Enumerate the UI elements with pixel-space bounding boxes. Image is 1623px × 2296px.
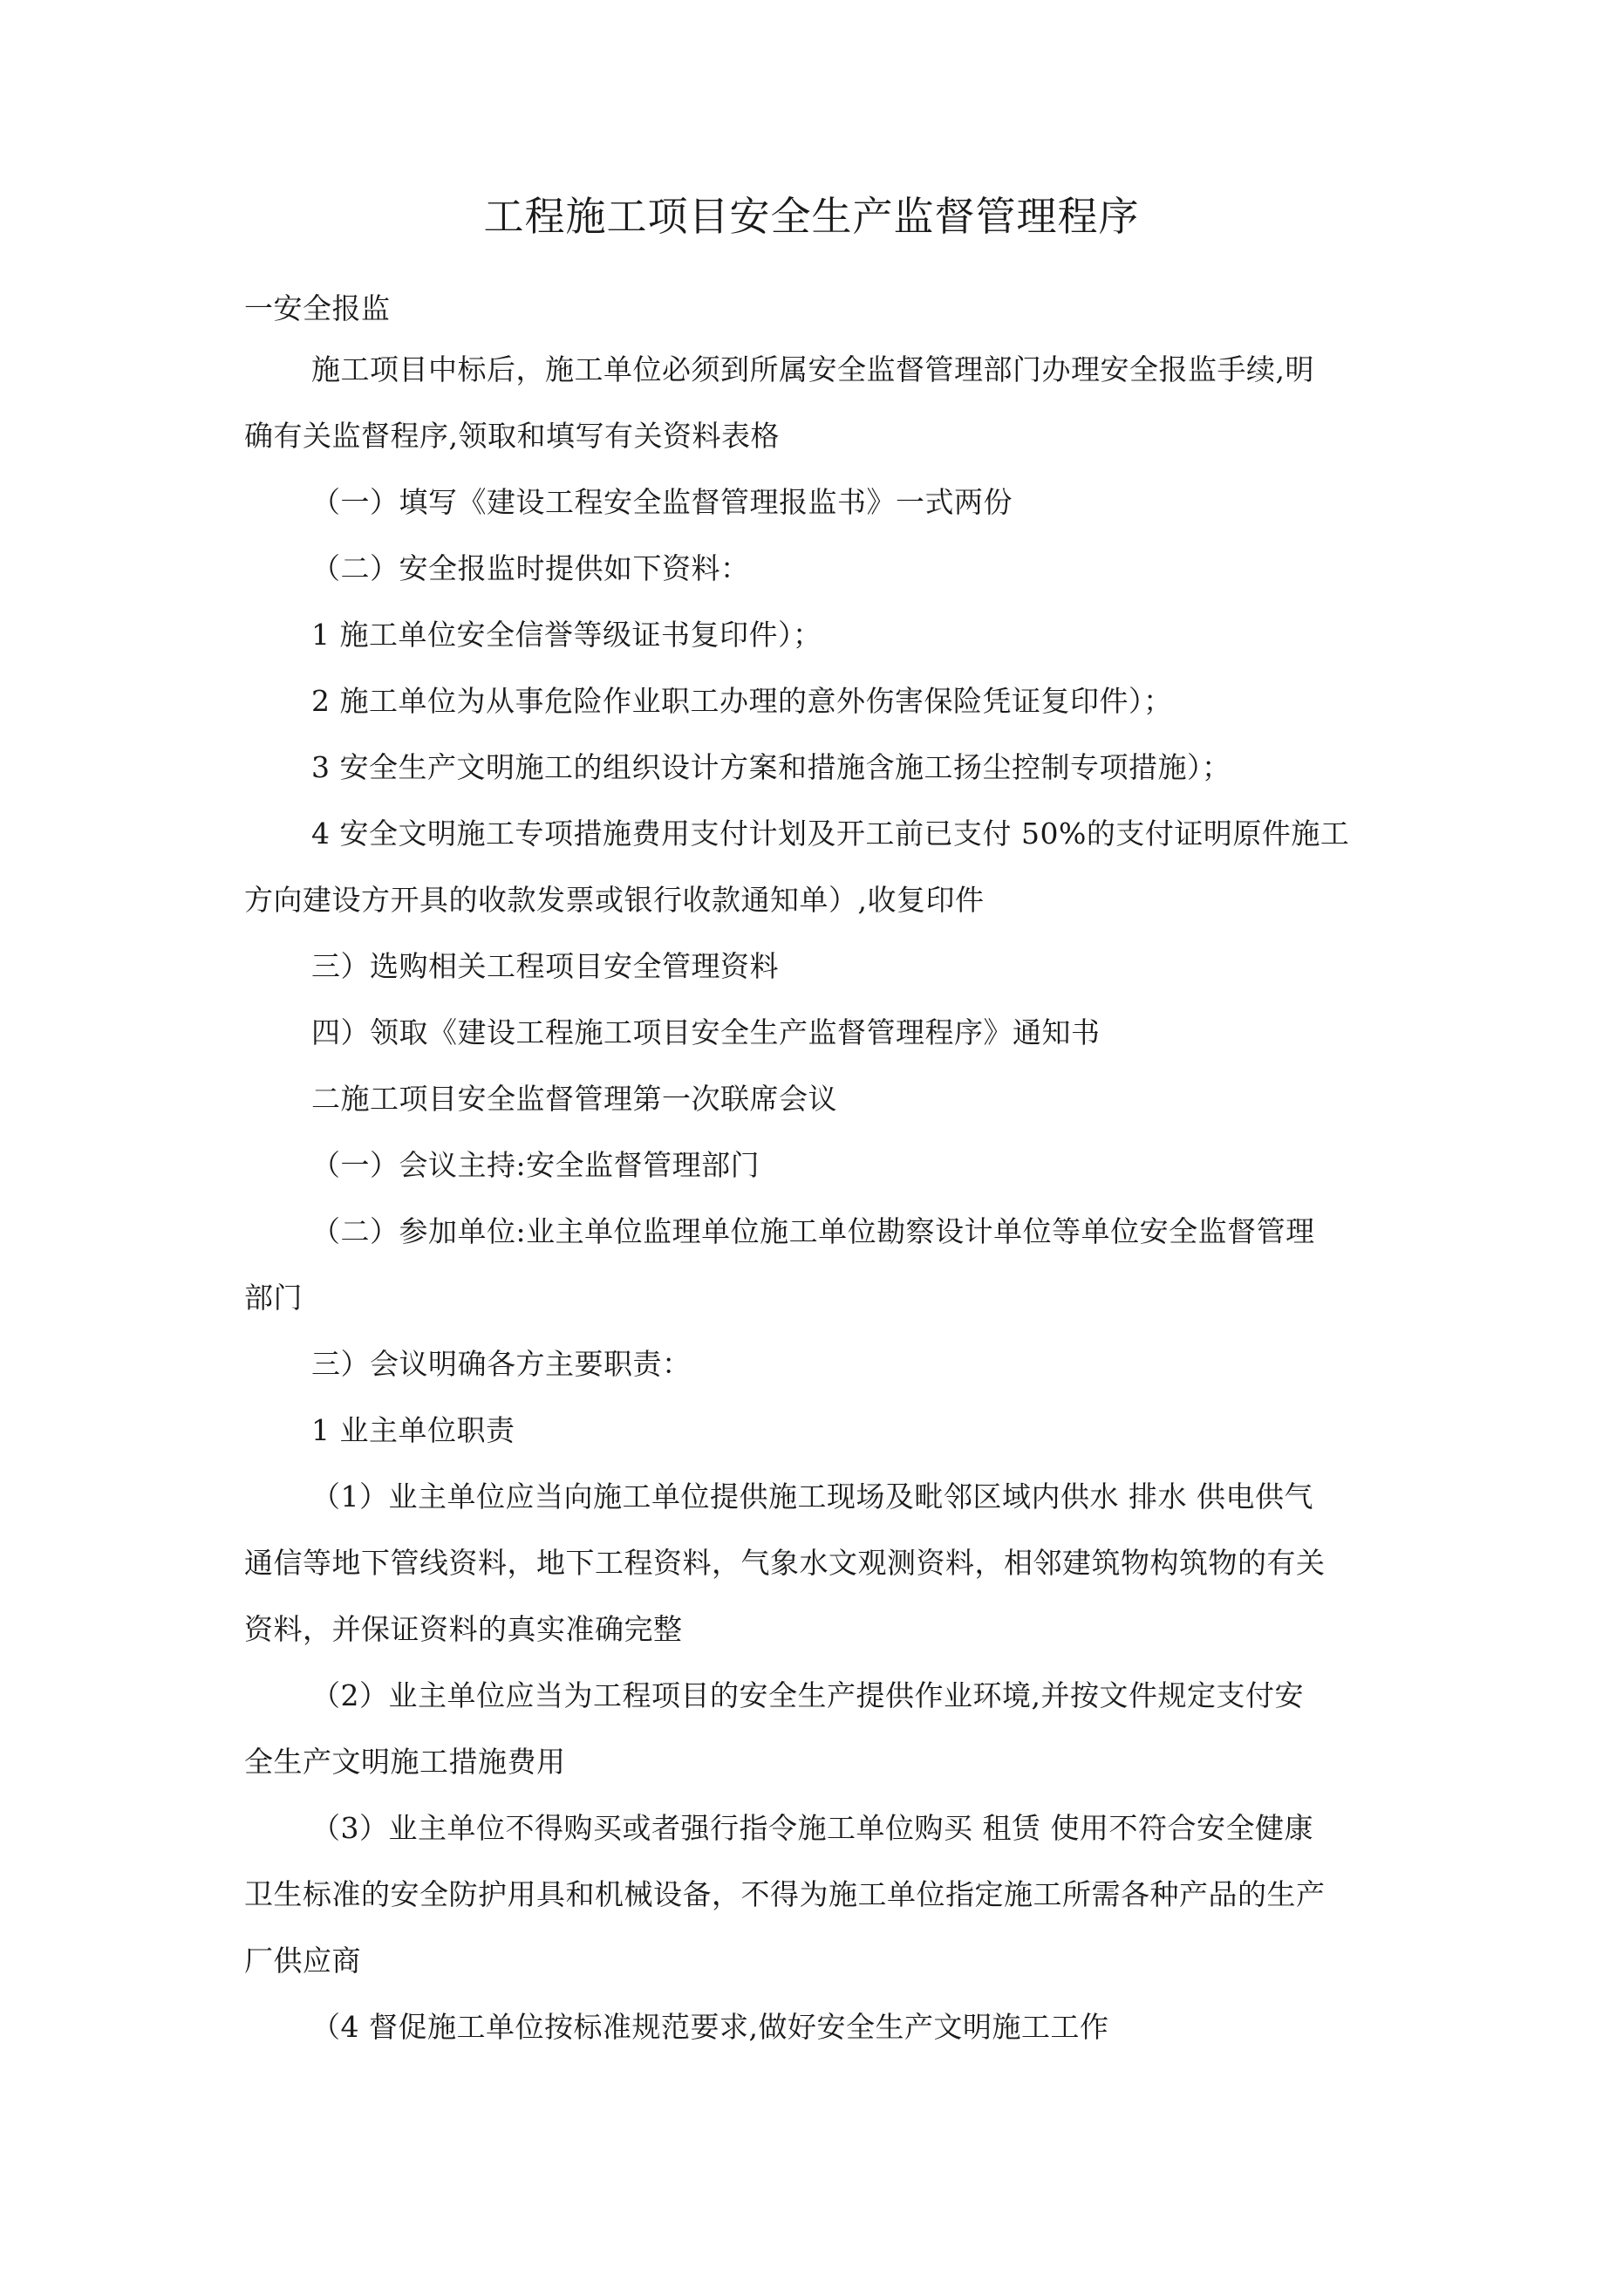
list-item: （2）业主单位应当为工程项目的安全生产提供作业环境,并按文件规定支付安 — [311, 1678, 1304, 1712]
list-item: 三）选购相关工程项目安全管理资料 — [311, 949, 779, 983]
list-item: 四）领取《建设工程施工项目安全生产监督管理程序》通知书 — [311, 1015, 1101, 1049]
list-item: 2 施工单位为从事危险作业职工办理的意外伤害保险凭证复印件）； — [311, 684, 1173, 718]
list-item: （3）业主单位不得购买或者强行指令施工单位购买 租赁 使用不符合安全健康 — [311, 1811, 1313, 1845]
list-item: 1 业主单位职责 — [311, 1413, 515, 1447]
paragraph-line: 资料，并保证资料的真实准确完整 — [244, 1612, 683, 1646]
paragraph-line: 全生产文明施工措施费用 — [244, 1745, 566, 1779]
section-heading-2: 二施工项目安全监督管理第一次联席会议 — [311, 1082, 837, 1116]
list-item: （1）业主单位应当向施工单位提供施工现场及毗邻区域内供水 排水 供电供气 — [311, 1479, 1313, 1514]
section-heading-1: 一安全报监 — [244, 291, 391, 325]
list-item: 1 施工单位安全信誉等级证书复印件）； — [311, 618, 822, 652]
list-item: 4 安全文明施工专项措施费用支付计划及开工前已支付 50%的支付证明原件施工 — [311, 817, 1350, 851]
paragraph-line: 通信等地下管线资料，地下工程资料，气象水文观测资料，相邻建筑物构筑物的有关 — [244, 1546, 1326, 1580]
document-title: 工程施工项目安全生产监督管理程序 — [483, 193, 1140, 240]
paragraph-line: 施工项目中标后，施工单位必须到所属安全监督管理部门办理安全报监手续,明 — [311, 352, 1314, 386]
list-item: （4 督促施工单位按标准规范要求,做好安全生产文明施工工作 — [311, 2010, 1109, 2044]
list-item: （二）参加单位:业主单位监理单位施工单位勘察设计单位等单位安全监督管理 — [311, 1214, 1315, 1248]
list-item: （一）填写《建设工程安全监督管理报监书》一式两份 — [311, 485, 1013, 519]
paragraph-line: 部门 — [244, 1281, 303, 1315]
list-item: （一）会议主持:安全监督管理部门 — [311, 1148, 760, 1182]
paragraph-line: 确有关监督程序,领取和填写有关资料表格 — [244, 419, 780, 453]
paragraph-line: 方向建设方开具的收款发票或银行收款通知单）,收复印件 — [244, 883, 985, 917]
paragraph-line: 厂供应商 — [244, 1944, 361, 1978]
list-item: 三）会议明确各方主要职责： — [311, 1347, 692, 1381]
list-item: 3 安全生产文明施工的组织设计方案和措施含施工扬尘控制专项措施）； — [311, 750, 1231, 784]
paragraph-line: 卫生标准的安全防护用具和机械设备，不得为施工单位指定施工所需各种产品的生产 — [244, 1877, 1326, 1911]
list-item: （二）安全报监时提供如下资料： — [311, 551, 750, 585]
